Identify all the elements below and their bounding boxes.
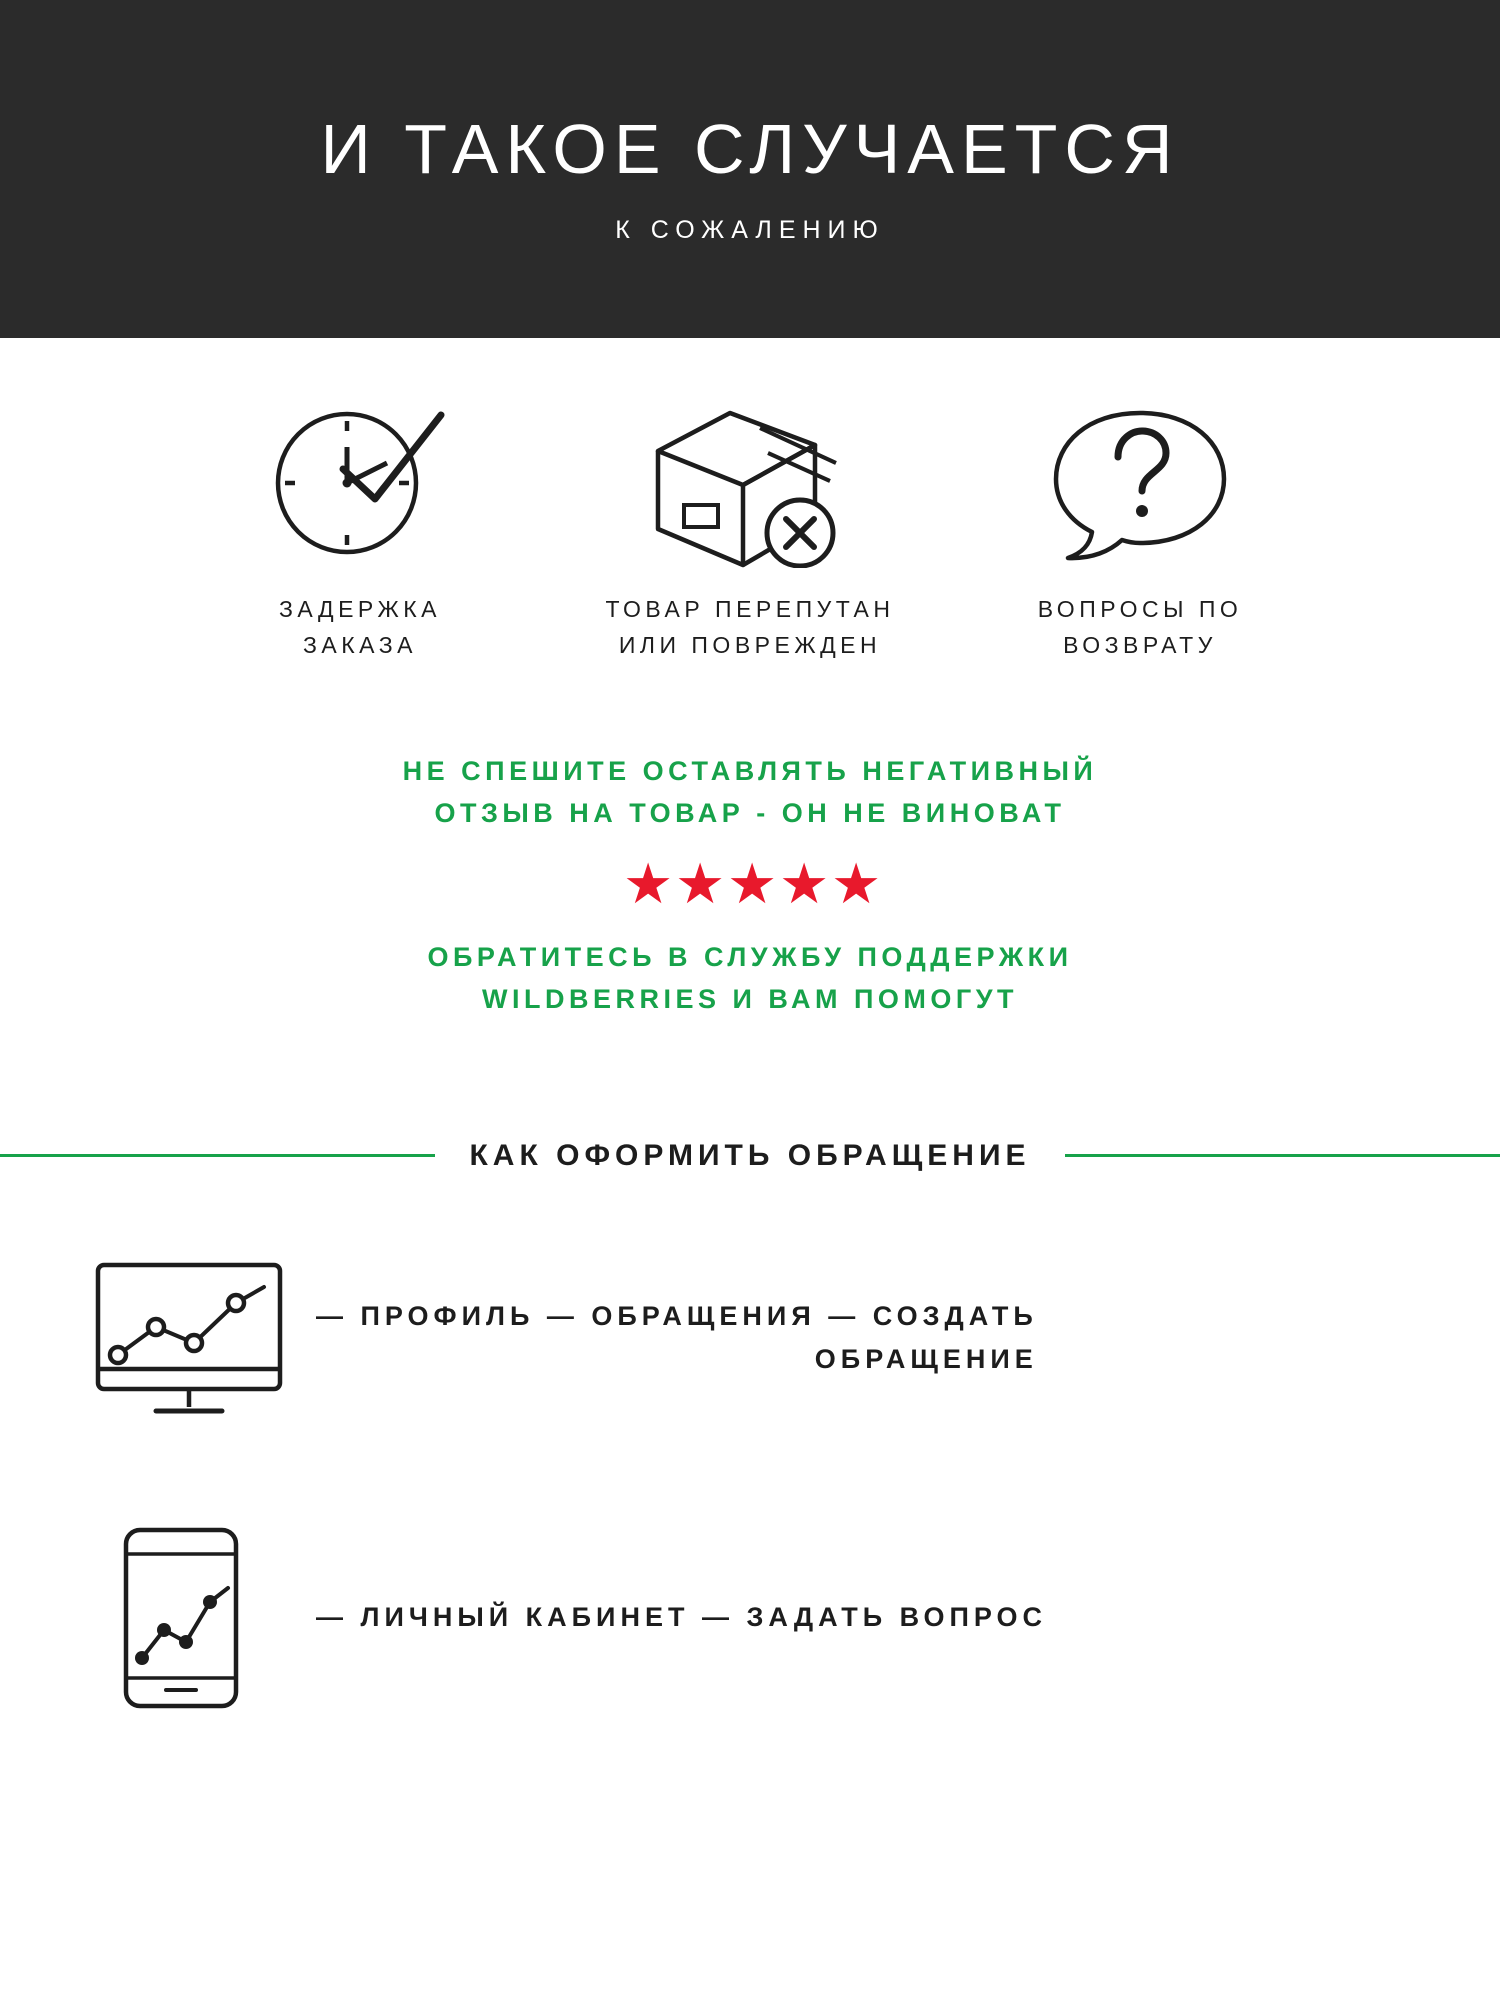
message-top: НЕ СПЕШИТЕ ОСТАВЛЯТЬ НЕГАТИВНЫЙ ОТЗЫВ НА ТОВАР - ОН НЕ ВИНОВАТ [402,756,1098,829]
desktop-monitor-chart-icon [86,1251,316,1426]
header-banner [0,0,1500,338]
step-text: — ПРОФИЛЬ — ОБРАЩЕНИЯ — СОЗДАТЬ ОБРАЩЕНИЕ [316,1300,1038,1375]
step-text: — ЛИЧНЫЙ КАБИНЕТ — ЗАДАТЬ ВОПРОС [316,1602,1048,1633]
problem-label: ЗАДЕРЖКА ЗАКАЗА [279,596,441,658]
problem-label: ВОПРОСЫ ПО ВОЗВРАТУ [1037,596,1243,658]
message-bottom: ОБРАТИТЕСЬ В СЛУЖБУ ПОДДЕРЖКИ WILDBERRIES И ВАМ ПОМОГУТ [427,941,1073,1014]
star-icon: ★ [779,851,830,915]
support-message [0,751,1500,1020]
step-item-mobile [0,1518,1500,1718]
page-subtitle: К СОЖАЛЕНИЮ [615,216,885,244]
section-title: КАК ОФОРМИТЬ ОБРАЩЕНИЕ [469,1138,1031,1172]
step-item-desktop [0,1251,1500,1426]
steps-list [0,1251,1500,1718]
divider-rule-left [0,1154,435,1157]
problem-label: ТОВАР ПЕРЕПУТАН ИЛИ ПОВРЕЖДЕН [605,596,895,658]
clock-check-icon [265,390,455,570]
star-icon: ★ [727,851,778,915]
question-bubble-icon [1040,390,1240,570]
star-icon: ★ [831,851,882,915]
divider-rule-right [1065,1154,1500,1157]
star-rating [0,851,1500,915]
star-icon: ★ [623,851,674,915]
star-icon: ★ [675,851,726,915]
section-divider [0,1139,1500,1173]
damaged-box-icon [640,390,860,570]
problem-list [0,390,1500,663]
problem-item-damaged [555,390,945,663]
problem-item-delay [165,390,555,663]
smartphone-chart-icon [86,1518,316,1718]
problem-item-returns [945,390,1335,663]
page-title: И ТАКОЕ СЛУЧАЕТСЯ [320,110,1180,188]
